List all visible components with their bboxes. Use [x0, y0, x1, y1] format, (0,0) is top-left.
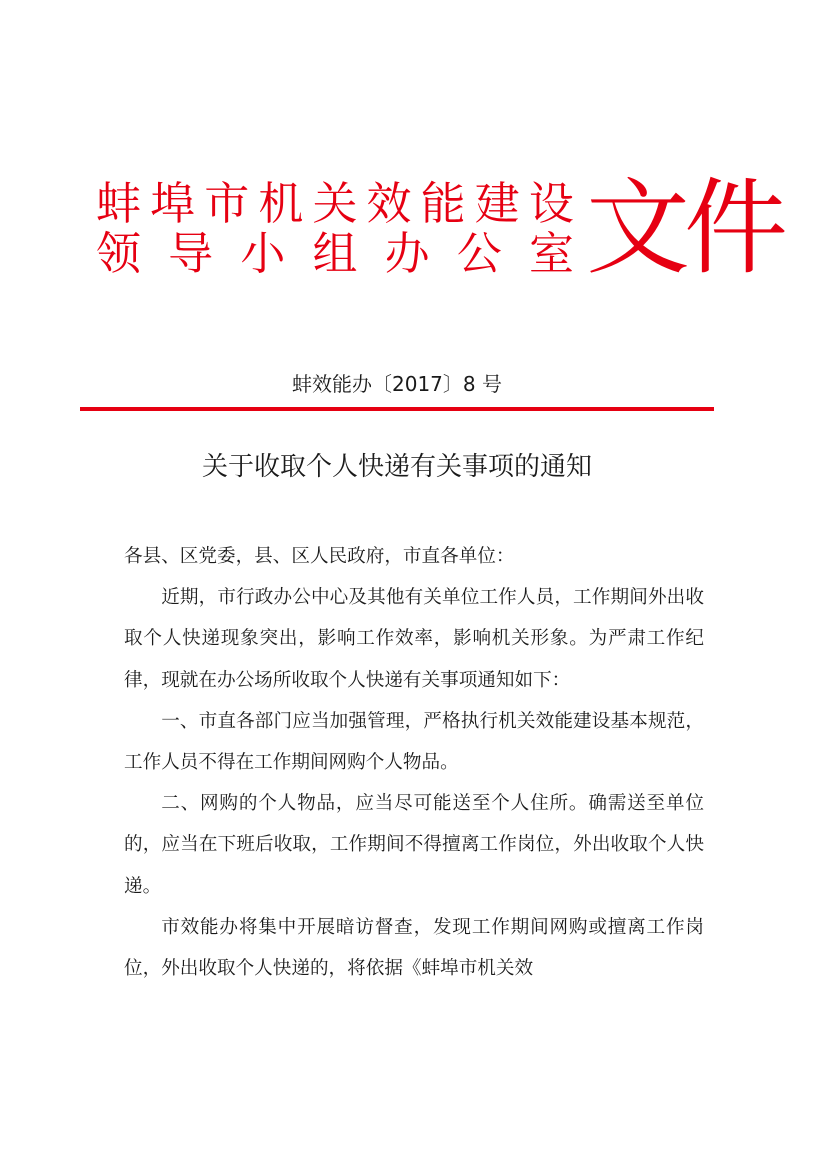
issuer-char: 关 [312, 177, 358, 230]
issuer-char: 办 [384, 227, 430, 280]
salutation: 各县、区党委，县、区人民政府，市直各单位： [124, 546, 515, 567]
body-paragraph: 一、市直各部门应当加强管理，严格执行机关效能建设基本规范，工作人员不得在工作期间网购个人物品。 [124, 710, 704, 774]
issuer-char: 埠 [150, 177, 196, 230]
issuer-char: 小 [240, 227, 286, 280]
issuer-char: 组 [312, 227, 358, 280]
document-body [124, 536, 704, 989]
issuer-char: 机 [258, 177, 304, 230]
document-type-label: 文件 [586, 167, 783, 289]
body-paragraph: 近期，市行政办公中心及其他有关单位工作人员，工作期间外出收取个人快递现象突出，影响工作效率，影响机关形象。为严肃工作纪律，现就在办公场所收取个人快递有关事项通知如下： [124, 587, 704, 691]
red-divider-line [80, 407, 714, 411]
issuer-char: 导 [168, 227, 214, 280]
body-paragraph: 市效能办将集中开展暗访督查，发现工作期间网购或擅离工作岗位，外出收取个人快递的，将依据《蚌埠市机关效 [124, 916, 704, 980]
issuer-char: 公 [456, 227, 502, 280]
issuer-char: 建 [474, 177, 520, 230]
issuer-name [96, 177, 574, 280]
issuer-char: 能 [420, 177, 466, 230]
issuer-char: 领 [96, 227, 142, 280]
document-number: 蚌效能办〔2017〕8 号 [292, 372, 502, 396]
body-paragraph: 二、网购的个人物品，应当尽可能送至个人住所。确需送至单位的，应当在下班后收取，工作期间不得擅离工作岗位，外出收取个人快递。 [124, 793, 704, 897]
document-header [96, 167, 783, 302]
document-title: 关于收取个人快递有关事项的通知 [201, 452, 592, 482]
issuer-char: 市 [204, 177, 250, 230]
issuer-char: 设 [528, 177, 574, 230]
issuer-char: 蚌 [96, 177, 142, 230]
issuer-line-2 [96, 227, 574, 280]
issuer-char: 室 [528, 227, 574, 280]
issuer-char: 效 [366, 177, 412, 230]
issuer-line-1 [96, 177, 574, 230]
